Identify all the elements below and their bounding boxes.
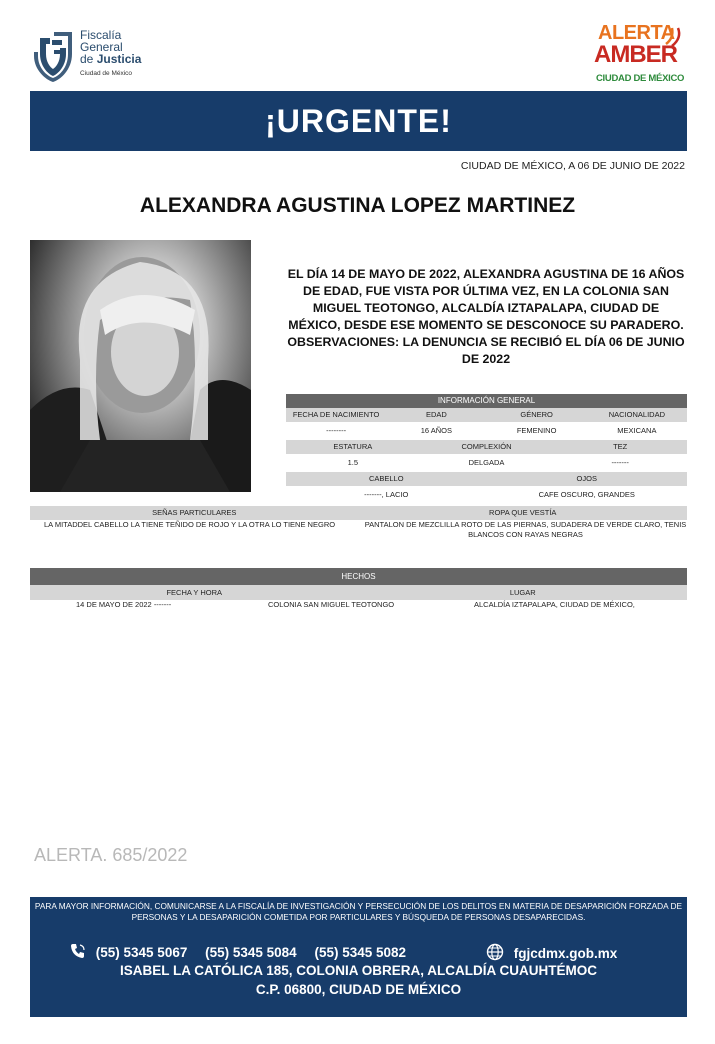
label-hair: CABELLO bbox=[368, 474, 404, 483]
amber-line2: AMBER bbox=[594, 41, 677, 68]
alerta-amber-logo bbox=[594, 22, 690, 86]
address-line2: C.P. 06800, CIUDAD DE MÉXICO bbox=[255, 982, 462, 997]
value-gender: FEMENINO bbox=[516, 426, 557, 435]
fgj-line3 bbox=[80, 53, 141, 65]
alert-number: ALERTA. 685/2022 bbox=[34, 845, 188, 865]
value-height: 1.5 bbox=[347, 458, 359, 467]
date-line: CIUDAD DE MÉXICO, A 06 DE JUNIO DE 2022 bbox=[460, 160, 685, 172]
value-build: DELGADA bbox=[468, 458, 505, 467]
label-height: ESTATURA bbox=[333, 442, 373, 451]
facts-title: HECHOS bbox=[30, 568, 687, 585]
value-distinguishing-features: LA MITADDEL CABELLO LA TIENE TEÑIDO DE ROJO Y LA OTRA LO TIENE NEGRO bbox=[44, 520, 336, 529]
label-date-time: FECHA Y HORA bbox=[166, 588, 223, 597]
phone-icon bbox=[70, 943, 86, 959]
phone-number[interactable]: (55) 5345 5082 bbox=[314, 945, 407, 960]
value-age: 16 AÑOS bbox=[420, 426, 453, 435]
fgj-line3-prefix: de bbox=[80, 52, 97, 66]
footer-phones bbox=[70, 943, 420, 960]
fgj-line4: Ciudad de México bbox=[80, 70, 133, 77]
footer-info: PARA MAYOR INFORMACIÓN, COMUNICARSE A LA FISCALÍA DE INVESTIGACIÓN Y PERSECUCIÓN DE LOS DELITOS EN MATERIA DE DESAPARICIÓN FORZADA DE PERSONAS Y LA DESAPARICIÓN COMETIDA POR PARTICULARES Y BÚSQUEDA DE PERSONAS DESAPARECIDAS. bbox=[34, 901, 683, 922]
value-complexion: ------- bbox=[611, 458, 629, 467]
label-birthdate: FECHA DE NACIMIENTO bbox=[292, 410, 380, 419]
phone-number[interactable]: (55) 5345 5067 bbox=[95, 945, 188, 960]
amber-line1: ALERTA bbox=[598, 22, 675, 44]
label-place: LUGAR bbox=[509, 588, 536, 597]
value-hair: -------, LACIO bbox=[364, 490, 409, 499]
value-colonia: COLONIA SAN MIGUEL TEOTONGO bbox=[268, 600, 395, 609]
missing-person-photo bbox=[30, 240, 251, 492]
photo-silhouette bbox=[30, 240, 251, 492]
info-row3-labels bbox=[286, 472, 687, 486]
info-row2-labels bbox=[286, 440, 687, 454]
globe-icon bbox=[486, 943, 504, 961]
value-date-time: 14 DE MAYO DE 2022 ------- bbox=[76, 600, 172, 609]
label-clothing: ROPA QUE VESTÍA bbox=[489, 508, 557, 517]
amber-wave-icon bbox=[664, 26, 686, 48]
facts-values bbox=[30, 600, 687, 614]
label-complexion: TEZ bbox=[613, 442, 628, 451]
info-row1-labels bbox=[286, 408, 687, 422]
info-row2-values bbox=[286, 454, 687, 472]
label-nationality: NACIONALIDAD bbox=[608, 410, 665, 419]
case-description: EL DÍA 14 DE MAYO DE 2022, ALEXANDRA AGUSTINA DE 16 AÑOS DE EDAD, FUE VISTA POR ÚLTIMA VEZ, EN LA COLONIA SAN MIGUEL TEOTONGO, ALCALDÍA IZTAPALAPA, CIUDAD DE MÉXICO, DESDE ESE MOMENTO SE DESCONOCE SU PARADERO. OBSERVACIONES: LA DENUNCIA SE RECIBIÓ EL DÍA 06 DE JUNIO DE 2022 bbox=[287, 267, 685, 366]
address-line1: ISABEL LA CATÓLICA 185, COLONIA OBRERA, ALCALDÍA CUAUHTÉMOC bbox=[119, 963, 597, 978]
urgent-banner: ¡URGENTE! bbox=[30, 91, 687, 151]
label-gender: GÉNERO bbox=[520, 410, 553, 419]
facts-header bbox=[30, 585, 687, 600]
fgj-wordmark bbox=[80, 29, 141, 80]
fgj-logo bbox=[30, 24, 150, 86]
info-title: INFORMACIÓN GENERAL bbox=[286, 394, 687, 408]
missing-person-name: ALEXANDRA AGUSTINA LOPEZ MARTINEZ bbox=[139, 194, 576, 217]
info-row3-values bbox=[286, 486, 687, 504]
features-clothing-header bbox=[30, 506, 687, 520]
label-distinguishing-features: SEÑAS PARTICULARES bbox=[152, 508, 237, 517]
value-clothing: PANTALON DE MEZCLILLA ROTO DE LAS PIERNAS, SUDADERA DE VERDE CLARO, TENIS BLANCOS CON RAYAS NEGRAS bbox=[364, 520, 687, 539]
contact-footer bbox=[30, 897, 687, 1017]
website-link[interactable]: fgjcdmx.gob.mx bbox=[513, 946, 618, 961]
value-birthdate: -------- bbox=[326, 426, 347, 435]
footer-website bbox=[486, 943, 617, 961]
label-age: EDAD bbox=[425, 410, 447, 419]
value-alcaldia: ALCALDÍA IZTAPALAPA, CIUDAD DE MÉXICO, bbox=[474, 600, 635, 609]
fgj-emblem-icon bbox=[30, 26, 76, 82]
amber-line3: CIUDAD DE MÉXICO bbox=[596, 73, 685, 84]
label-build: COMPLEXIÓN bbox=[461, 442, 512, 451]
label-eyes: OJOS bbox=[576, 474, 597, 483]
fgj-line1: Fiscalía bbox=[80, 28, 122, 42]
fgj-line3-bold: Justicia bbox=[96, 52, 142, 66]
fgj-line2: General bbox=[80, 40, 123, 54]
phone-number[interactable]: (55) 5345 5084 bbox=[205, 945, 297, 960]
value-eyes: CAFE OSCURO, GRANDES bbox=[538, 490, 635, 499]
footer-address bbox=[30, 961, 687, 999]
value-nationality: MEXICANA bbox=[617, 426, 657, 435]
info-row1-values bbox=[286, 422, 687, 440]
features-clothing-values bbox=[30, 520, 687, 550]
general-info-table bbox=[286, 394, 687, 504]
